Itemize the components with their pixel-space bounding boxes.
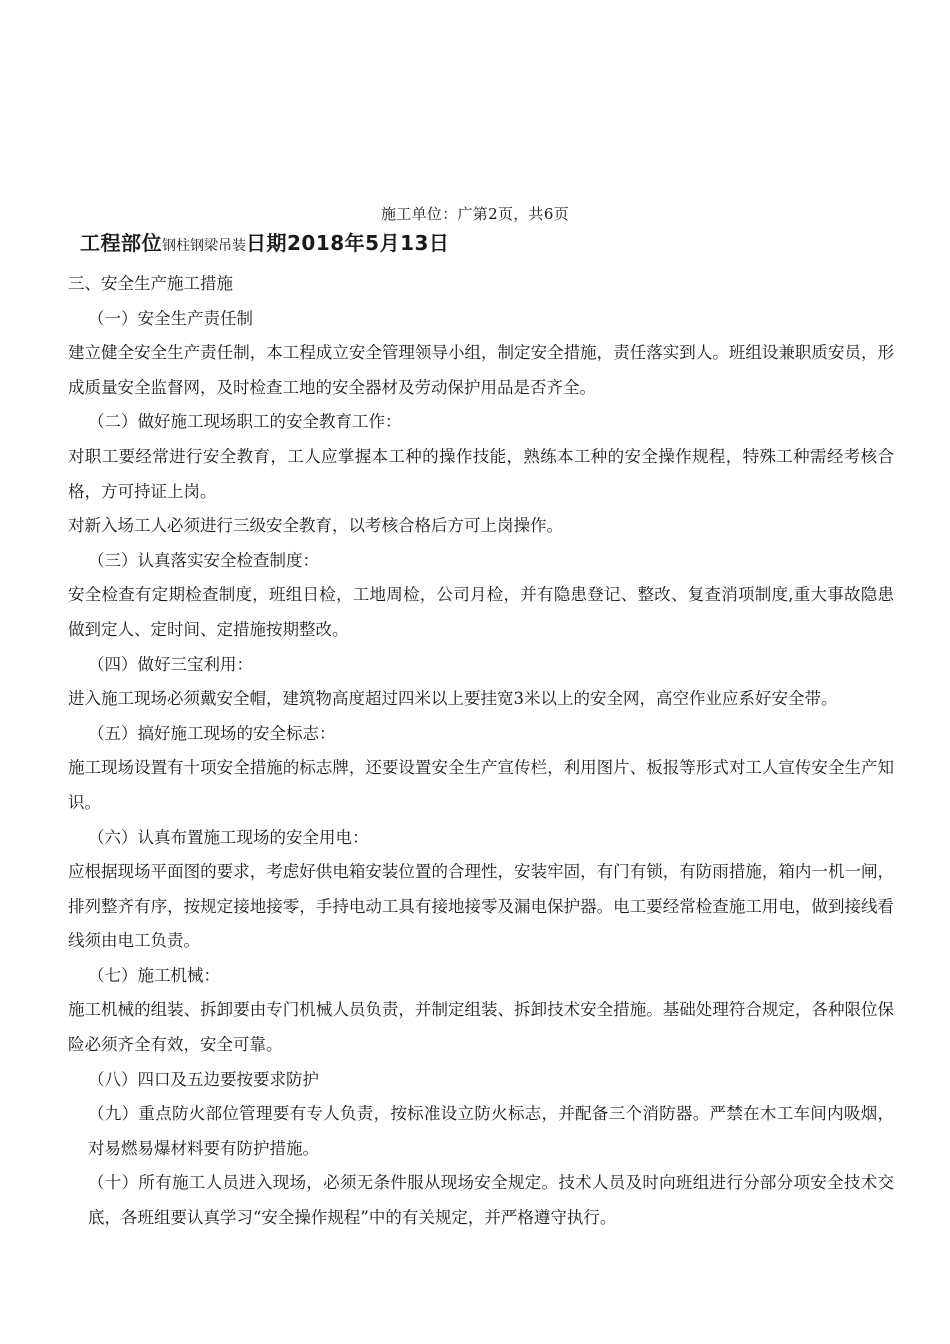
date-label: 日期 xyxy=(246,231,287,255)
document-body xyxy=(68,267,894,1236)
subheading-3: （三）认真落实安全检查制度： xyxy=(88,550,319,570)
paragraph: 建立健全安全生产责任制，本工程成立安全管理领导小组，制定安全措施，责任落实到人。班组设兼职质安员，形成质量安全监督网，及时检查工地的安全器材及劳动保护用品是否齐全。 xyxy=(68,343,894,397)
subheading-7: （七）施工机械： xyxy=(88,965,220,985)
item-10: （十）所有施工人员进入现场，必须无条件服从现场安全规定。技术人员及时向班组进行分部分项安全技术交底，各班组要认真学习“安全操作规程”中的有关规定，并严格遵守执行。 xyxy=(88,1173,894,1228)
item-9: （九）重点防火部位管理要有专人负责，按标准设立防火标志，并配备三个消防器。严禁在木工车间内吸烟，对易燃易爆材料要有防护措施。 xyxy=(88,1104,894,1158)
date-value: 2018年5月13日 xyxy=(287,231,450,255)
paragraph: 对职工要经常进行安全教育，工人应掌握本工种的操作技能，熟练本工种的安全操作规程，特殊工种需经考核合格，方可持证上岗。 xyxy=(68,446,894,501)
location-label: 工程部位 xyxy=(80,231,162,255)
subheading-1: （一）安全生产责任制 xyxy=(88,308,253,328)
paragraph: 对新入场工人必须进行三级安全教育，以考核合格后方可上岗操作。 xyxy=(68,516,563,536)
subheading-6: （六）认真布置施工现场的安全用电： xyxy=(88,827,369,847)
page-header xyxy=(0,203,950,224)
paragraph: 进入施工现场必须戴安全帽，建筑物高度超过四米以上要挂宽3米以上的安全网，高空作业应系好安全带。 xyxy=(68,689,838,709)
paragraph: 施工机械的组装、拆卸要由专门机械人员负责，并制定组装、拆卸技术安全措施。基础处理符合规定，各种限位保险必须齐全有效，安全可靠。 xyxy=(68,1000,894,1055)
paragraph: 施工现场设置有十项安全措施的标志牌，还要设置安全生产宣传栏，利用图片、板报等形式对工人宣传安全生产知识。 xyxy=(68,758,894,812)
project-info-line xyxy=(80,229,449,260)
section-title: 三、安全生产施工措施 xyxy=(68,274,233,293)
subheading-4: （四）做好三宝利用： xyxy=(88,654,253,674)
subheading-8: （八）四口及五边要按要求防护 xyxy=(88,1069,319,1089)
subheading-2: （二）做好施工现场职工的安全教育工作： xyxy=(88,412,402,432)
subheading-5: （五）搞好施工现场的安全标志： xyxy=(88,723,336,743)
location-value: 钢柱钢梁吊装 xyxy=(162,238,246,254)
page-info: 施工单位：广第2页，共6页 xyxy=(381,205,569,223)
paragraph: 安全检查有定期检查制度，班组日检，工地周检，公司月检，并有隐患登记、整改、复查消项制度,重大事故隐患做到定人、定时间、定措施按期整改。 xyxy=(68,585,894,639)
paragraph: 应根据现场平面图的要求，考虑好供电箱安装位置的合理性，安装牢固，有门有锁，有防雨措施，箱内一机一闸，排列整齐有序，按规定接地接零，手持电动工具有接地接零及漏电保护器。电工要经常检查施工用电，做到接线看线须由电工负责。 xyxy=(68,862,894,951)
